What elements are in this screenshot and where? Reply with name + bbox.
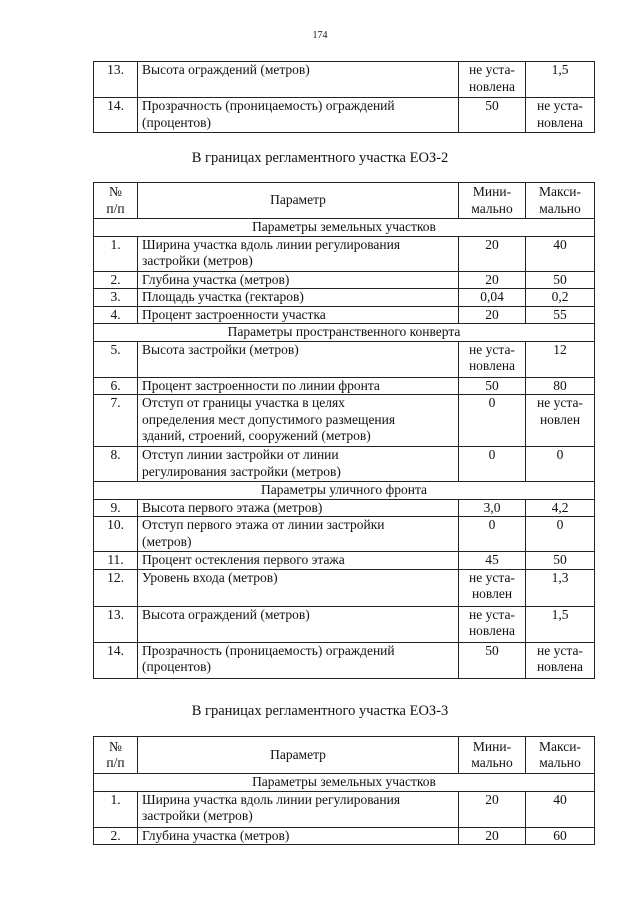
table-row [94,791,595,827]
group-row [94,219,595,237]
max-value: 0 [526,517,595,552]
header-min: Мини- мально [459,737,526,774]
max-value: 50 [526,552,595,570]
max-value: 0 [526,447,595,482]
min-value: не уста- новлен [459,569,526,606]
header-parameter: Параметр [138,183,459,219]
parameter-cell: Высота ограждений (метров) [138,606,459,642]
row-number: 13. [94,606,138,642]
table-eoz3 [93,736,595,845]
min-value: 0 [459,517,526,552]
parameter-cell: Процент застроенности по линии фронта [138,377,459,395]
row-number: 14. [94,98,138,133]
parameter-cell: Глубина участка (метров) [138,271,459,289]
min-value: 50 [459,642,526,678]
parameter-cell: Площадь участка (гектаров) [138,289,459,307]
table-row [94,98,595,133]
table-row [94,606,595,642]
section-heading-eoz3: В границах регламентного участка ЕОЗ-3 [191,703,449,719]
min-value: 3,0 [459,499,526,517]
table-row [94,236,595,271]
table-header-row [94,737,595,774]
parameter-cell: Ширина участка вдоль линии регулирования застройки (метров) [138,791,459,827]
min-value: не уста- новлена [459,341,526,377]
max-value: 1,3 [526,569,595,606]
row-number: 5. [94,341,138,377]
max-value: 80 [526,377,595,395]
min-value: не уста- новлена [459,606,526,642]
max-value: 1,5 [526,62,595,98]
table-row [94,62,595,98]
table-row [94,827,595,845]
row-number: 6. [94,377,138,395]
group-row [94,324,595,342]
row-number: 2. [94,827,138,845]
table-eoz2 [93,182,595,679]
row-number: 4. [94,306,138,324]
table-row [94,271,595,289]
row-number: 11. [94,552,138,570]
row-number: 10. [94,517,138,552]
min-value: 20 [459,791,526,827]
max-value: 4,2 [526,499,595,517]
parameter-cell: Отступ первого этажа от линии застройки (метров) [138,517,459,552]
table-row [94,569,595,606]
max-value: не уста- новлен [526,395,595,447]
parameter-cell: Прозрачность (проницаемость) ограждений (процентов) [138,642,459,678]
parameter-cell: Процент остекления первого этажа [138,552,459,570]
min-value: 50 [459,377,526,395]
table-row [94,552,595,570]
row-number: 2. [94,271,138,289]
parameter-cell: Глубина участка (метров) [138,827,459,845]
min-value: 45 [459,552,526,570]
table-row [94,395,595,447]
table-row [94,499,595,517]
row-number: 3. [94,289,138,307]
row-number: 7. [94,395,138,447]
max-value: 60 [526,827,595,845]
parameter-cell: Прозрачность (проницаемость) ограждений (процентов) [138,98,459,133]
header-max: Макси- мально [526,737,595,774]
table-row [94,341,595,377]
max-value: 50 [526,271,595,289]
table-header-row [94,183,595,219]
table-row [94,377,595,395]
table-row [94,517,595,552]
group-title: Параметры уличного фронта [94,482,595,500]
max-value: 1,5 [526,606,595,642]
row-number: 1. [94,236,138,271]
row-number: 13. [94,62,138,98]
max-value: 0,2 [526,289,595,307]
max-value: 12 [526,341,595,377]
group-title: Параметры земельных участков [94,774,595,792]
group-title: Параметры земельных участков [94,219,595,237]
min-value: 20 [459,306,526,324]
parameter-cell: Высота первого этажа (метров) [138,499,459,517]
parameter-cell: Отступ от границы участка в целях определения мест допустимого размещения зданий, строений, сооружений (метров) [138,395,459,447]
table-row [94,289,595,307]
group-title: Параметры пространственного конверта [94,324,595,342]
group-row [94,482,595,500]
group-row [94,774,595,792]
max-value: не уста- новлена [526,98,595,133]
max-value: не уста- новлена [526,642,595,678]
table-row [94,642,595,678]
row-number: 8. [94,447,138,482]
min-value: 0 [459,395,526,447]
min-value: не уста- новлена [459,62,526,98]
header-parameter: Параметр [138,737,459,774]
parameter-cell: Высота ограждений (метров) [138,62,459,98]
parameter-cell: Отступ линии застройки от линии регулирования застройки (метров) [138,447,459,482]
min-value: 20 [459,271,526,289]
min-value: 20 [459,236,526,271]
header-number: № п/п [94,737,138,774]
parameter-cell: Процент застроенности участка [138,306,459,324]
section-heading-eoz2: В границах регламентного участка ЕОЗ-2 [191,150,449,166]
min-value: 0 [459,447,526,482]
header-number: № п/п [94,183,138,219]
parameter-cell: Ширина участка вдоль линии регулирования застройки (метров) [138,236,459,271]
parameter-cell: Высота застройки (метров) [138,341,459,377]
row-number: 9. [94,499,138,517]
page-number: 174 [312,30,328,41]
header-max: Макси- мально [526,183,595,219]
row-number: 12. [94,569,138,606]
table-row [94,306,595,324]
min-value: 20 [459,827,526,845]
table-row [94,447,595,482]
min-value: 50 [459,98,526,133]
max-value: 40 [526,236,595,271]
max-value: 40 [526,791,595,827]
max-value: 55 [526,306,595,324]
parameter-cell: Уровень входа (метров) [138,569,459,606]
table-eoz1-continuation [93,61,595,133]
row-number: 14. [94,642,138,678]
row-number: 1. [94,791,138,827]
min-value: 0,04 [459,289,526,307]
header-min: Мини- мально [459,183,526,219]
